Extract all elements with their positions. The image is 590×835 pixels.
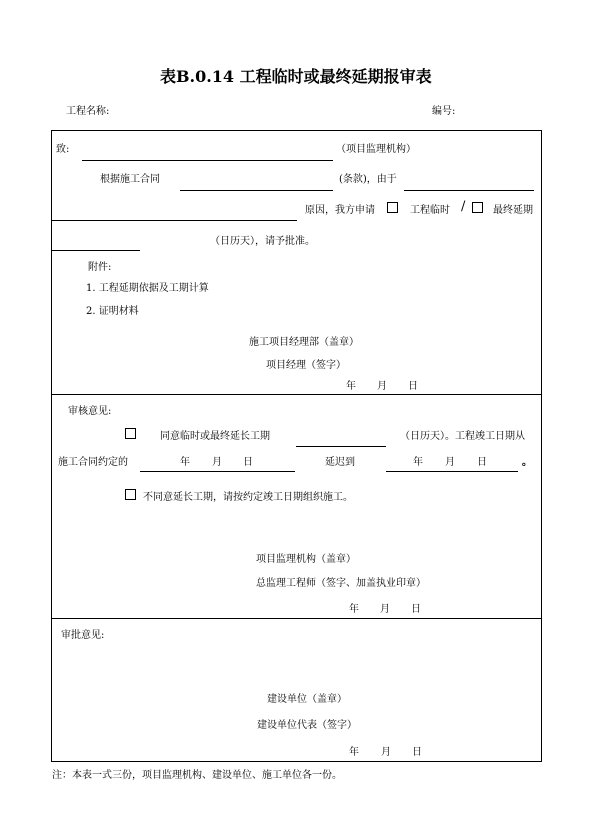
to-fill-line [82,160,333,161]
new-date-day: 日 [477,457,487,468]
option-slash: / [461,199,466,214]
approval-date-year: 年 [349,747,359,758]
calendar-days-request: （日历天），请予批准。 [210,236,315,247]
review-label: 审核意见: [68,406,112,417]
approval-date-month: 月 [381,747,391,758]
original-date-year: 年 [180,457,190,468]
contract-fill-line [180,190,333,191]
section-divider-2 [51,618,542,619]
attachment-item: 1. 工程延期依据及工期计算 [86,283,209,294]
disagree-checkbox[interactable] [125,489,136,500]
project-name-label: 工程名称: [66,106,110,117]
supervision-org-label: （项目监理机构） [336,144,416,155]
date-month: 月 [377,381,387,392]
contract-agreed-label: 施工合同约定的 [58,457,128,468]
temporary-option-label: 工程临时 [410,205,450,216]
reason-fill-line [404,190,534,191]
date-year: 年 [346,381,356,392]
new-date-year: 年 [413,457,423,468]
table-right-border [541,130,542,762]
date-day: 日 [408,381,418,392]
period-mark: 。 [522,457,532,468]
supervision-org-seal: 项目监理机构（盖章） [256,554,356,565]
attachments-label: 附件: [88,262,112,273]
approval-label: 审批意见: [61,630,105,641]
original-date-month: 月 [212,457,222,468]
new-date-line [386,471,518,472]
contractor-pm-dept: 施工项目经理部（盖章） [249,337,359,348]
calendar-days-completion: （日历天）。工程竣工日期从 [400,431,525,442]
contract-basis-label: 根据施工合同 [100,174,160,185]
clause-due-to-label: (条款)，由于 [339,174,397,185]
new-date-month: 月 [445,457,455,468]
extend-to-label: 延迟到 [325,457,355,468]
to-label: 致: [56,144,70,155]
agree-checkbox[interactable] [125,428,136,439]
final-option-label: 最终延期 [493,205,533,216]
disagree-text: 不同意延长工期，请按约定竣工日期组织施工。 [143,492,353,503]
final-checkbox[interactable] [472,202,483,213]
project-manager-signature: 项目经理（签字） [266,360,346,371]
footnote: 注：本表一式三份，项目监理机构、建设单位、施工单位各一份。 [52,770,342,781]
temporary-checkbox[interactable] [387,202,398,213]
review-date-year: 年 [349,604,359,615]
original-date-day: 日 [243,457,253,468]
review-date-month: 月 [380,604,390,615]
number-label: 编号: [432,106,456,117]
approval-date-day: 日 [412,747,422,758]
extension-days-line [296,446,386,447]
agree-text: 同意临时或最终延长工期 [160,431,270,442]
original-date-line [140,471,295,472]
page-title: 表B.0.14 工程临时或最终延期报审表 [160,67,432,86]
table-bottom-border [51,761,542,762]
table-left-border [51,130,52,762]
days-fill-line [51,250,140,251]
section-divider-1 [51,394,542,395]
chief-engineer-signature: 总监理工程师（签字、加盖执业印章） [256,578,426,589]
owner-rep-signature: 建设单位代表（签字） [257,720,357,731]
table-top-border [51,130,542,131]
attachment-item: 2. 证明材料 [86,306,139,317]
owner-seal: 建设单位（盖章） [267,694,347,705]
review-date-day: 日 [411,604,421,615]
reason-apply-label: 原因，我方申请 [305,205,375,216]
reason-fill-line-2 [51,220,297,221]
